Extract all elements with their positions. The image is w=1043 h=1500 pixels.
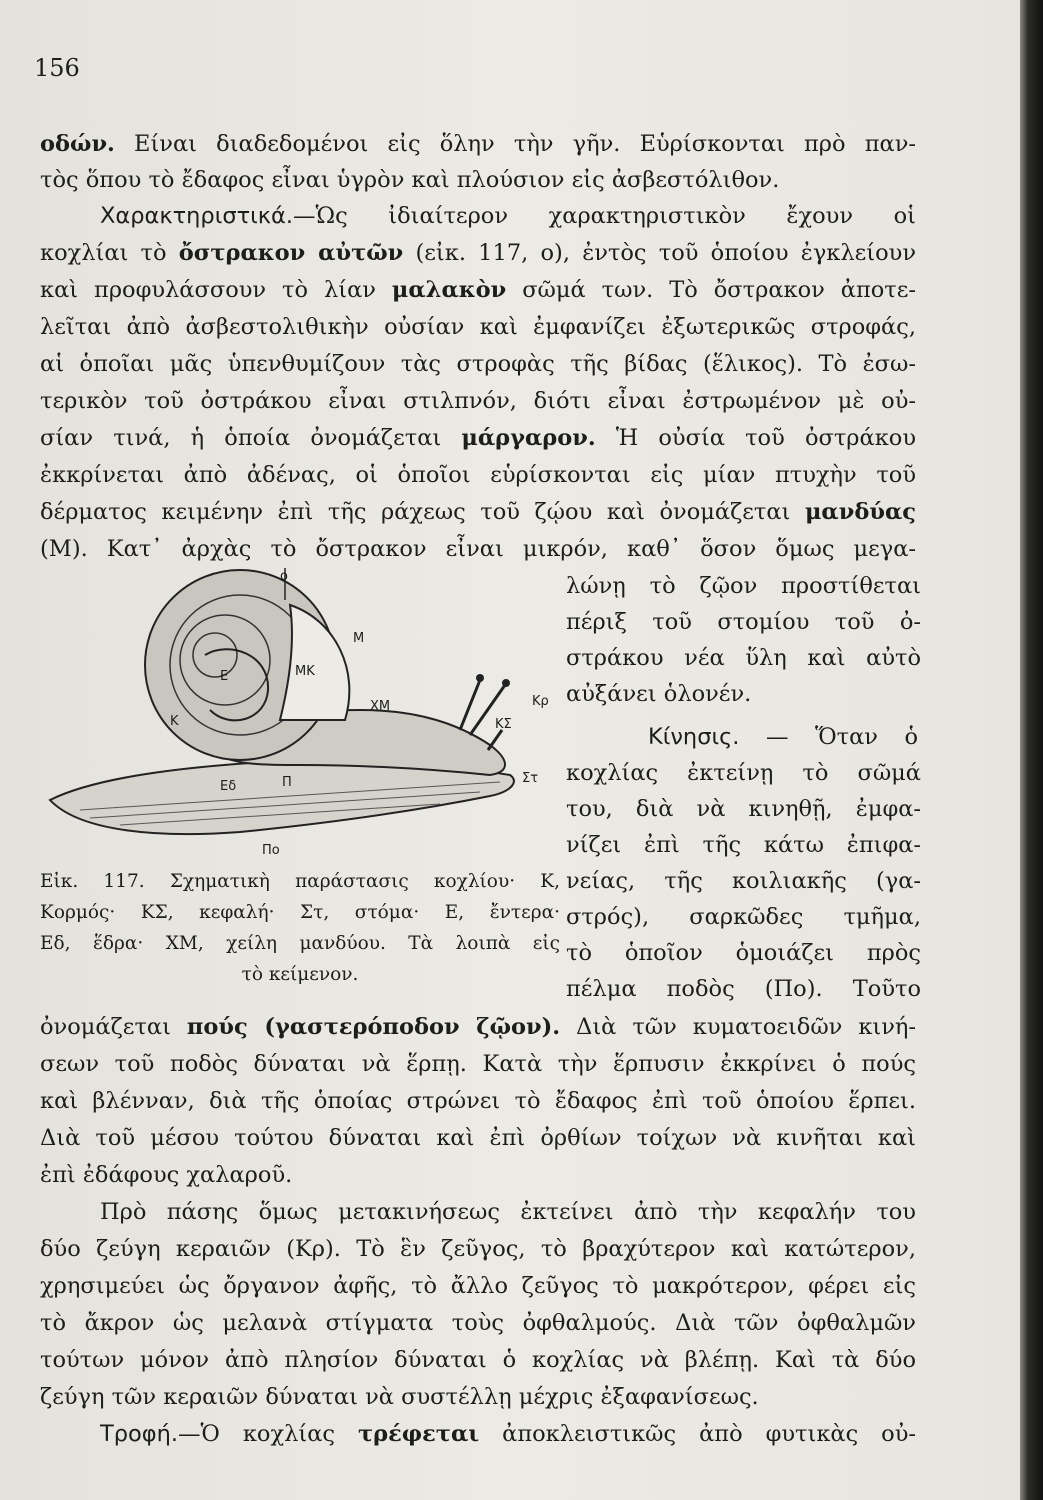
text-line: δέρματος κειμένην ἐπὶ τῆς ράχεως τοῦ ζῴου καὶ ὀνομάζεται μανδύας bbox=[40, 499, 916, 525]
label-xm: ΧΜ bbox=[370, 699, 391, 714]
text-line-side: κοχλίας ἐκτείνῃ τὸ σῶμά bbox=[566, 760, 921, 786]
text-line: τὸ ἄκρον ὡς μελανὰ στίγματα τοὺς ὀφθαλμούς. Διὰ τῶν ὀφθαλμῶν bbox=[40, 1310, 916, 1336]
text-line: Τροφή.—Ὁ κοχλίας τρέφεται ἀποκλειστικῶς ἀπὸ φυτικὰς οὐ- bbox=[100, 1421, 916, 1447]
section-heading-movement: Κίνησις. bbox=[648, 724, 740, 750]
text-line-side: λώνῃ τὸ ζῷον προστίθεται bbox=[566, 573, 921, 599]
label-po: Πο bbox=[262, 843, 280, 858]
label-ks: ΚΣ bbox=[495, 717, 512, 732]
text-line: λεῖται ἀπὸ ἀσβεστολιθικὴν οὐσίαν καὶ ἐμφανίζει ἐξωτερικῶς στροφάς, bbox=[40, 314, 916, 340]
text-line: ἐκκρίνεται ἀπὸ ἀδένας, οἱ ὁποῖοι εὑρίσκονται εἰς μίαν πτυχὴν τοῦ bbox=[40, 462, 916, 488]
text-line: ζεύγη τῶν κεραιῶν δύναται νὰ συστέλλῃ μέχρις ἐξαφανίσεως. bbox=[40, 1384, 759, 1410]
text-line-side: αὐξάνει ὁλονέν. bbox=[566, 681, 752, 707]
text-line-side: στρός), σαρκῶδες τμῆμα, bbox=[566, 904, 921, 930]
text-line: Χαρακτηριστικά.—Ὡς ἰδιαίτερον χαρακτηριστικὸν ἔχουν οἱ bbox=[100, 203, 916, 229]
label-st: Στ bbox=[522, 771, 539, 786]
text-line: ὀνομάζεται πούς (γαστερόποδον ζῷον). Διὰ τῶν κυματοειδῶν κινή- bbox=[40, 1014, 916, 1040]
label-mk: ΜΚ bbox=[295, 664, 315, 679]
text-line-side: του, διὰ νὰ κινηθῇ, ἐμφα- bbox=[566, 796, 921, 822]
text-line-side: πέριξ τοῦ στομίου τοῦ ὀ- bbox=[566, 609, 921, 635]
text-line: σεων τοῦ ποδὸς δύναται νὰ ἕρπῃ. Κατὰ τὴν ἕρπυσιν ἐκκρίνει ὁ πούς bbox=[40, 1051, 916, 1077]
text-line: Πρὸ πάσης ὅμως μετακινήσεως ἐκτείνει ἀπὸ τὴν κεφαλήν του bbox=[100, 1199, 916, 1225]
text-line-side: νείας, τῆς κοιλιακῆς (γα- bbox=[566, 868, 921, 894]
section-heading-food: Τροφή. bbox=[100, 1421, 179, 1447]
snail-figure bbox=[40, 560, 560, 860]
text-line: τὸς ὅπου τὸ ἔδαφος εἶναι ὑγρὸν καὶ πλούσιον εἰς ἀσβεστόλιθον. bbox=[40, 167, 780, 193]
label-k: Κ bbox=[170, 714, 179, 729]
label-ed: Εδ bbox=[220, 779, 237, 794]
text-line-side: Κίνησις. — Ὅταν ὁ bbox=[648, 724, 919, 750]
text-line: Διὰ τοῦ μέσου τούτου δύναται καὶ ἐπὶ ὀρθίων τοίχων νὰ κινῆται καὶ bbox=[40, 1125, 916, 1151]
text-line: τούτων μόνον ἀπὸ πλησίον δύναται ὁ κοχλίας νὰ βλέπῃ. Καὶ τὰ δύο bbox=[40, 1347, 916, 1373]
figure-caption: Εδ, ἕδρα· ΧΜ, χείλη μανδύου. Τὰ λοιπὰ εἰς bbox=[40, 933, 560, 954]
text-line: καὶ προφυλάσσουν τὸ λίαν μαλακὸν σῶμά των. Τὸ ὄστρακον ἀποτε- bbox=[40, 277, 916, 303]
label-p: Π bbox=[282, 775, 292, 790]
figure-caption: τὸ κείμενον. bbox=[241, 964, 359, 985]
text-line: τερικὸν τοῦ ὀστράκου εἶναι στιλπνόν, διότι εἶναι ἐστρωμένον μὲ οὐ- bbox=[40, 388, 916, 414]
text-line: σίαν τινά, ἡ ὁποία ὀνομάζεται μάργαρον. Ἡ οὐσία τοῦ ὀστράκου bbox=[40, 425, 916, 451]
label-kr: Κρ bbox=[532, 694, 549, 709]
text-line: δύο ζεύγη κεραιῶν (Κρ). Τὸ ἓν ζεῦγος, τὸ βραχύτερον καὶ κατώτερον, bbox=[40, 1236, 916, 1262]
text-line: κοχλίαι τὸ ὄστρακον αὐτῶν (εἰκ. 117, ο), ἐντὸς τοῦ ὁποίου ἐγκλείουν bbox=[40, 240, 917, 266]
text-line-side: πέλμα ποδὸς (Πο). Τοῦτο bbox=[566, 976, 921, 1002]
label-e: Ε bbox=[220, 669, 229, 684]
page-number: 156 bbox=[34, 54, 80, 82]
figure-caption: Κορμός· ΚΣ, κεφαλή· Στ, στόμα· Ε, ἔντερα· bbox=[40, 902, 560, 923]
label-m: Μ bbox=[353, 631, 365, 646]
text-line: ἐπὶ ἐδάφους χαλαροῦ. bbox=[40, 1162, 293, 1188]
text-line-side: στράκου νέα ὕλη καὶ αὐτὸ bbox=[566, 645, 921, 671]
text-line-side: τὸ ὁποῖον ὁμοιάζει πρὸς bbox=[566, 940, 921, 966]
book-binding bbox=[1020, 0, 1043, 1500]
text-line: αἱ ὁποῖαι μᾶς ὑπενθυμίζουν τὰς στροφὰς τῆς βίδας (ἕλικος). Τὸ ἐσω- bbox=[40, 351, 916, 377]
label-o: ο bbox=[280, 569, 288, 584]
text-line: καὶ βλένναν, διὰ τῆς ὁποίας στρώνει τὸ ἔδαφος ἐπὶ τοῦ ὁποίου ἕρπει. bbox=[40, 1088, 916, 1114]
snail-diagram bbox=[40, 560, 560, 860]
antenna-short bbox=[488, 730, 502, 750]
text-line: οδών. Είναι διαδεδομένοι εἰς ὅλην τὴν γῆν. Εὑρίσκονται πρὸ παν- bbox=[40, 131, 916, 157]
text-line: χρησιμεύει ὡς ὄργανον ἀφῆς, τὸ ἄλλο ζεῦγος τὸ μακρότερον, φέρει εἰς bbox=[40, 1273, 916, 1299]
text-line: (Μ). Κατ᾽ ἀρχὰς τὸ ὄστρακον εἶναι μικρόν, καθ᾽ ὅσον ὅμως μεγα- bbox=[40, 536, 916, 562]
section-heading-characteristics: Χαρακτηριστικά. bbox=[100, 203, 293, 229]
text-line-side: νίζει ἐπὶ τῆς κάτω ἐπιφα- bbox=[566, 832, 921, 858]
figure-caption: Εἰκ. 117. Σχηματικὴ παράστασις κοχλίου· Κ, bbox=[40, 871, 560, 892]
